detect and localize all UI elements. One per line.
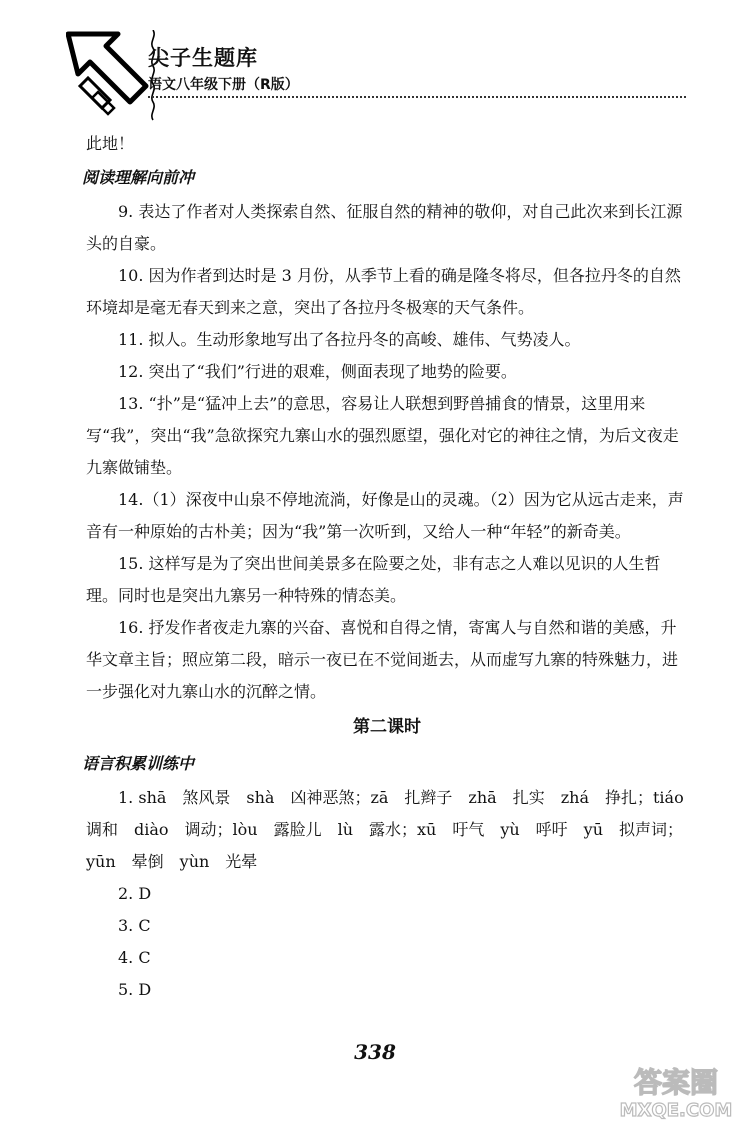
carry-over-text: 此地！ xyxy=(86,134,135,153)
brand-title: 尖子生题库 xyxy=(148,46,258,70)
answer-4: 4. C xyxy=(118,948,151,967)
answer-12: 12. 突出了“我们”行进的艰难，侧面表现了地势的险要。 xyxy=(118,362,517,381)
watermark-logo-icon xyxy=(610,1060,742,1120)
section-heading-language: 语言积累训练中 xyxy=(82,754,195,773)
svg-text:MXQE.COM: MXQE.COM xyxy=(619,1100,733,1120)
answer-3: 3. C xyxy=(118,916,151,935)
book-subtitle: 语文八年级下册（R版） xyxy=(148,77,299,93)
answer-1: 1. shā 煞风景 shà 凶神恶煞；zā 扎辫子 zhā 扎实 zhá 挣扎；tiáo 调和 diào 调动；lòu 露脸儿 lù 露水；xū 吁气 yù 呼吁 yū 拟声词；yūn 晕倒 yùn 光晕 xyxy=(86,788,700,871)
page-header xyxy=(66,30,706,122)
answer-content xyxy=(82,128,700,1006)
page-number: 338 xyxy=(354,1040,396,1064)
svg-text:答案圈: 答案圈 xyxy=(633,1066,719,1099)
lesson-heading: 第二课时 xyxy=(353,717,421,737)
answer-16: 16. 抒发作者夜走九寨的兴奋、喜悦和自得之情，寄寓人与自然和谐的美感，升华文章主旨；照应第二段，暗示一夜已在不觉间逝去，从而虚写九寨的特殊魅力，进一步强化对九寨山水的沉醉之情。 xyxy=(86,618,679,701)
answer-13: 13. “扑”是“猛冲上去”的意思，容易让人联想到野兽捕食的情景，这里用来写“我”，突出“我”急欲探究九寨山水的强烈愿望，强化对它的神往之情，为后文夜走九寨做铺垫。 xyxy=(86,394,679,477)
dotted-rule xyxy=(148,96,686,98)
answer-9: 9. 表达了作者对人类探索自然、征服自然的精神的敬仰，对自己此次来到长江源头的自豪。 xyxy=(86,202,683,253)
answer-11: 11. 拟人。生动形象地写出了各拉丹冬的高峻、雄伟、气势凌人。 xyxy=(118,330,581,349)
answer-2: 2. D xyxy=(118,884,152,903)
answer-15: 15. 这样写是为了突出世间美景多在险要之处，非有志之人难以见识的人生哲理。同时也是突出九寨另一种特殊的情态美。 xyxy=(86,554,661,605)
arrow-logo-icon xyxy=(66,30,150,120)
answer-10: 10. 因为作者到达时是 3 月份，从季节上看的确是隆冬将尽，但各拉丹冬的自然环境却是毫无春天到来之意，突出了各拉丹冬极寒的天气条件。 xyxy=(86,266,681,317)
section-heading-reading: 阅读理解向前冲 xyxy=(82,168,195,187)
answer-14: 14.（1）深夜中山泉不停地流淌，好像是山的灵魂。（2）因为它从远古走来，声音有一种原始的古朴美；因为“我”第一次听到，又给人一种“年轻”的新奇美。 xyxy=(86,490,684,541)
answer-5: 5. D xyxy=(118,980,152,999)
